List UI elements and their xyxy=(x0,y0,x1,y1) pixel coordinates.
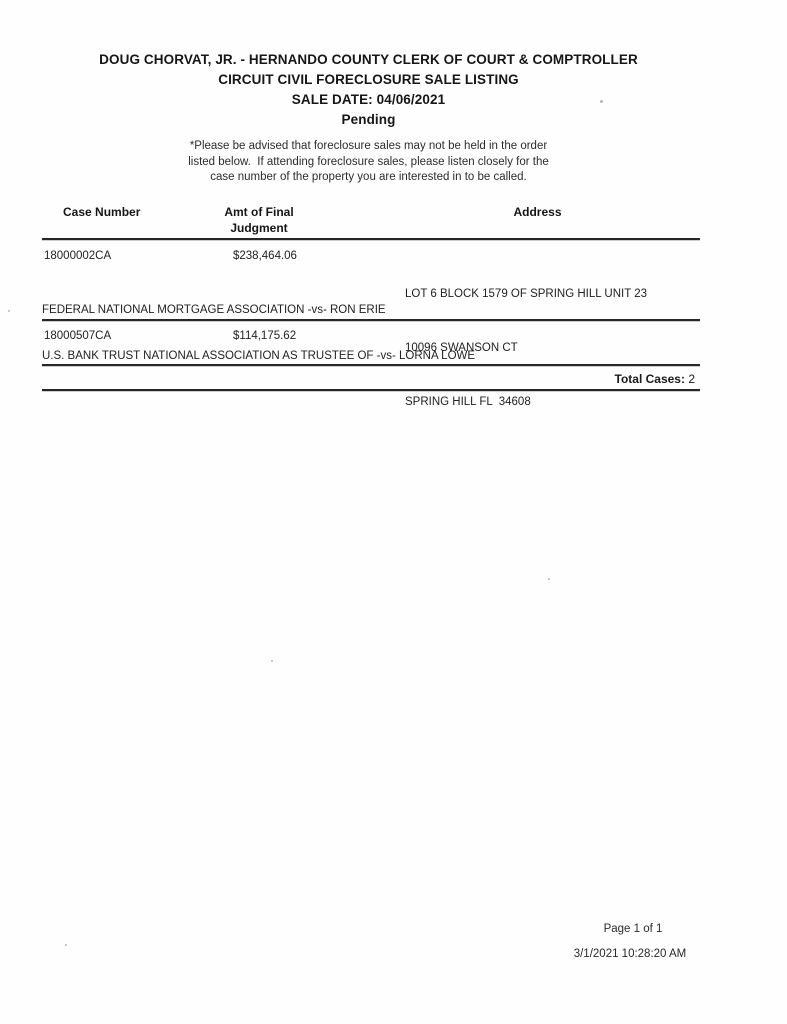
column-header-judgment-amount xyxy=(200,204,318,236)
address-line: 10096 SWANSON CT xyxy=(405,342,518,354)
case-parties: FEDERAL NATIONAL MORTGAGE ASSOCIATION -vs- RON ERIE xyxy=(42,304,386,316)
total-cases-label: Total Cases: xyxy=(614,372,685,386)
case-number-cell: 18000507CA xyxy=(44,330,112,342)
total-cases-value: 2 xyxy=(688,372,695,386)
print-timestamp: 3/1/2021 10:28:20 AM xyxy=(573,948,687,960)
status-label: Pending xyxy=(341,112,396,127)
scan-speck xyxy=(8,310,10,312)
notice-line: case number of the property you are interested in to be called. xyxy=(210,171,527,183)
table-rule-above-total xyxy=(42,364,700,366)
page-number: Page 1 of 1 xyxy=(603,923,663,935)
total-cases-row xyxy=(42,372,695,386)
case-parties: U.S. BANK TRUST NATIONAL ASSOCIATION AS TRUSTEE OF -vs- LORNA LOWE xyxy=(42,350,476,362)
scan-speck xyxy=(600,100,603,103)
table-rule-bottom xyxy=(42,389,700,391)
address-line: LOT 6 BLOCK 1579 OF SPRING HILL UNIT 23 xyxy=(405,288,648,300)
column-header-address: Address xyxy=(513,205,562,219)
listing-title: CIRCUIT CIVIL FORECLOSURE SALE LISTING xyxy=(218,72,519,87)
column-header-judgment-amount-line2: Judgment xyxy=(230,221,288,235)
address-line: SPRING HILL FL 34608 xyxy=(405,396,531,408)
judgment-amount-cell: $114,175.62 xyxy=(233,330,297,342)
document-header xyxy=(0,50,737,130)
advisory-notice xyxy=(0,139,737,186)
table-rule-row-divider xyxy=(42,319,700,321)
scan-speck xyxy=(65,944,67,946)
scan-speck xyxy=(271,660,273,662)
case-number-cell: 18000002CA xyxy=(44,250,112,262)
address-cell xyxy=(405,249,647,447)
notice-line: *Please be advised that foreclosure sales may not be held in the order xyxy=(189,140,548,152)
column-header-case-number: Case Number xyxy=(63,205,141,219)
clerk-title: DOUG CHORVAT, JR. - HERNANDO COUNTY CLERK OF COURT & COMPTROLLER xyxy=(99,52,638,67)
column-header-judgment-amount-line1: Amt of Final xyxy=(224,205,294,219)
sale-date: SALE DATE: 04/06/2021 xyxy=(291,92,446,107)
table-rule-top xyxy=(42,238,700,240)
scan-speck xyxy=(548,578,550,580)
notice-line: listed below. If attending foreclosure sales, please listen closely for the xyxy=(188,155,549,168)
judgment-amount-cell: $238,464.06 xyxy=(233,250,297,262)
